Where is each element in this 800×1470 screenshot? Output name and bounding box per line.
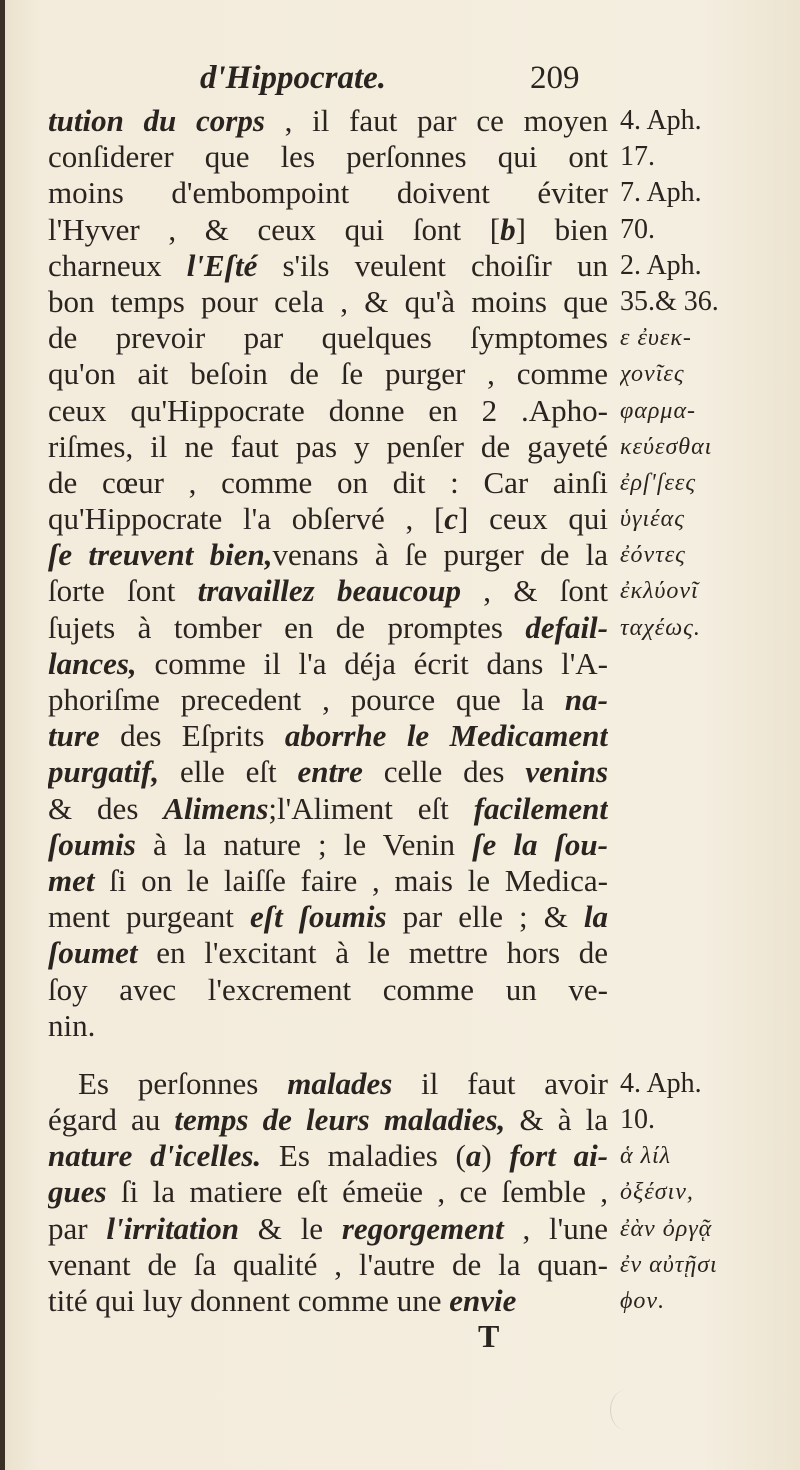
page-number: 209 — [530, 60, 580, 96]
page-header — [0, 60, 800, 100]
margin-reference: 10. — [620, 1104, 655, 1136]
margin-reference — [620, 935, 790, 971]
text-segment: qu'Hippocrate l'a obſervé , [ — [48, 501, 445, 537]
text-segment: charneux — [48, 247, 187, 283]
text-segment: ] bien — [515, 211, 608, 247]
italic-text-segment: a — [465, 1138, 482, 1174]
text-segment: ſoy avec l'excrement comme un ve- — [48, 971, 608, 1007]
text-line — [48, 1008, 608, 1044]
text-segment: , & ſont — [461, 573, 608, 609]
text-line — [48, 610, 608, 646]
italic-text-segment: facilement — [473, 790, 608, 826]
paper-stain — [610, 1390, 641, 1430]
text-segment: l'Hyver , & ceux qui ſont [ — [48, 211, 501, 247]
text-line — [48, 791, 608, 827]
italic-text-segment: c — [444, 501, 459, 537]
text-segment: par elle ; & — [386, 899, 584, 935]
text-segment: des Eſprits — [99, 718, 285, 754]
paragraph-gap — [48, 1044, 608, 1066]
margin-greek-line: φαρμα- — [620, 397, 697, 424]
margin-greek-line: ἐκλύονῖ — [620, 578, 699, 605]
margin-reference: 7. Aph. — [620, 177, 702, 209]
margin-reference: 2. Aph. — [620, 249, 702, 281]
text-line — [48, 718, 608, 754]
italic-text-segment: entre — [297, 754, 363, 790]
text-segment: ſorte ſont — [48, 573, 198, 609]
text-line — [48, 175, 608, 211]
margin-greek-line: χονῖες — [620, 361, 685, 388]
italic-text-segment: ſe treuvent bien, — [48, 537, 273, 573]
text-segment: ment purgeant — [48, 899, 250, 935]
main-text-column — [48, 103, 608, 1319]
text-line — [48, 1283, 608, 1319]
text-line — [48, 646, 608, 682]
italic-text-segment: lances, — [48, 645, 137, 681]
text-line — [48, 320, 608, 356]
margin-reference — [620, 646, 790, 682]
italic-text-segment: nature d'icelles. — [48, 1138, 262, 1174]
text-line — [48, 356, 608, 392]
italic-text-segment: venins — [525, 754, 608, 790]
text-segment: ſi la matiere eſt émeüe , ce ſemble , — [106, 1174, 608, 1210]
text-line — [48, 465, 608, 501]
margin-notes-column — [620, 103, 790, 1319]
text-segment: ) — [481, 1138, 510, 1174]
italic-text-segment: ſoumet — [48, 935, 138, 971]
text-line — [48, 682, 608, 718]
text-segment: moins d'embompoint doivent éviter — [48, 175, 608, 211]
text-segment: ſujets à tomber en de promptes — [48, 609, 526, 645]
margin-gap — [620, 1044, 790, 1066]
margin-reference: 17. — [620, 141, 655, 173]
text-line — [48, 863, 608, 899]
text-line — [48, 1138, 608, 1174]
italic-text-segment: defail- — [525, 609, 608, 645]
text-line — [48, 972, 608, 1008]
text-segment: nin. — [48, 1007, 96, 1043]
text-segment: conſiderer que les perſonnes qui ont — [48, 139, 608, 175]
margin-greek-line: ὑγιέας — [620, 506, 685, 533]
text-segment: s'ils veulent choiſir un — [257, 247, 608, 283]
text-segment: elle eſt — [159, 754, 298, 790]
italic-text-segment: eſt ſoumis — [249, 899, 387, 935]
margin-reference — [620, 972, 790, 1008]
margin-reference: 35.& 36. — [620, 285, 719, 317]
text-line — [48, 1247, 608, 1283]
italic-text-segment: l'Eſté — [186, 247, 258, 283]
text-segment: tité qui luy donnent comme une — [48, 1283, 450, 1318]
text-segment: de cœur , comme on dit : Car ainſi — [48, 464, 608, 500]
text-line — [48, 284, 608, 320]
text-line — [48, 1102, 608, 1138]
margin-greek-line: ἐὰν ὀργᾷ — [620, 1215, 713, 1242]
margin-reference — [620, 682, 790, 718]
signature-mark: T — [478, 1318, 500, 1354]
text-segment: & le — [239, 1210, 342, 1246]
text-segment: bon temps pour cela , & qu'à moins que — [48, 283, 608, 319]
text-line — [48, 103, 608, 139]
text-line — [48, 935, 608, 971]
text-segment: Es maladies ( — [261, 1138, 466, 1174]
margin-greek-line: ϕον. — [620, 1288, 666, 1314]
italic-text-segment: Alimens — [163, 790, 269, 826]
italic-text-segment: l'irritation — [106, 1210, 240, 1246]
margin-reference — [620, 827, 790, 863]
text-line — [48, 573, 608, 609]
text-line — [48, 754, 608, 790]
margin-reference — [620, 791, 790, 827]
text-line — [48, 899, 608, 935]
margin-reference — [620, 863, 790, 899]
text-segment: à la nature ; le Venin — [135, 826, 473, 862]
margin-reference — [620, 718, 790, 754]
margin-reference: 4. Aph. — [620, 1067, 702, 1099]
italic-text-segment: regorgement — [341, 1210, 504, 1246]
margin-greek-line: κεύεσθαι — [620, 433, 713, 460]
margin-greek-line: ὀξέσιν, — [620, 1179, 694, 1206]
book-spine-edge — [0, 0, 5, 1470]
text-segment: en l'excitant à le mettre hors de — [137, 935, 608, 971]
italic-text-segment: temps de leurs maladies, — [174, 1102, 506, 1138]
text-segment: Es perſonnes — [78, 1065, 288, 1101]
italic-text-segment: gues — [48, 1174, 107, 1210]
italic-text-segment: la — [583, 899, 608, 935]
margin-greek-line: ταχέως. — [620, 614, 701, 641]
text-segment: & des — [48, 790, 164, 826]
italic-text-segment: met — [48, 862, 95, 898]
text-line — [48, 212, 608, 248]
text-line — [48, 1066, 608, 1102]
italic-text-segment: envie — [449, 1283, 517, 1318]
text-segment: par — [48, 1210, 107, 1246]
text-segment: , l'une — [503, 1210, 608, 1246]
text-segment: comme il l'a déja écrit dans l'A- — [136, 645, 608, 681]
text-segment: ] ceux qui — [458, 501, 608, 537]
text-line — [48, 429, 608, 465]
text-line — [48, 537, 608, 573]
text-line — [48, 1211, 608, 1247]
italic-text-segment: fort ai- — [509, 1138, 608, 1174]
text-line — [48, 501, 608, 537]
margin-greek-line: ε ἐυεκ- — [620, 325, 692, 352]
text-segment: & à la — [505, 1102, 608, 1138]
italic-text-segment: travaillez beaucoup — [197, 573, 462, 609]
text-segment: ceux qu'Hippocrate donne en 2 .Apho- — [48, 392, 608, 428]
italic-text-segment: ture — [48, 718, 100, 754]
margin-reference — [620, 1008, 790, 1044]
italic-text-segment: aborrhe le Medicament — [284, 718, 608, 754]
margin-greek-line: ἐόντες — [620, 542, 686, 569]
margin-reference: 70. — [620, 213, 655, 245]
text-segment: égard au — [48, 1102, 175, 1138]
text-segment: celle des — [362, 754, 526, 790]
text-segment: venans à ſe purger de la — [272, 537, 608, 573]
text-line — [48, 393, 608, 429]
text-segment: riſmes, il ne faut pas y penſer de gayeté — [48, 428, 608, 464]
italic-text-segment: na- — [564, 682, 608, 717]
margin-greek-line: ἐν αὐτῇσι — [620, 1251, 718, 1278]
italic-text-segment: tution du corps — [48, 103, 265, 138]
text-segment: venant de ſa qualité , l'autre de la quan- — [48, 1246, 608, 1282]
italic-text-segment: b — [500, 211, 516, 247]
text-segment: il faut avoir — [392, 1065, 608, 1101]
text-segment: qu'on ait beſoin de ſe purger , comme — [48, 356, 608, 392]
margin-reference — [620, 899, 790, 935]
text-segment: de prevoir par quelques ſymptomes — [48, 320, 608, 356]
margin-reference: 4. Aph. — [620, 105, 702, 136]
italic-text-segment: malades — [287, 1065, 393, 1101]
text-segment: , il faut par ce moyen — [264, 103, 608, 138]
margin-greek-line: ἁ λίλ — [620, 1143, 672, 1170]
text-segment: ;l'Aliment eſt — [268, 790, 474, 826]
italic-text-segment: purgatif, — [48, 754, 160, 790]
italic-text-segment: ſe la ſou- — [472, 826, 608, 862]
text-segment: phoriſme precedent , pource que la — [48, 682, 565, 717]
running-title: d'Hippocrate. — [200, 60, 387, 96]
margin-reference — [620, 754, 790, 790]
text-line — [48, 248, 608, 284]
italic-text-segment: ſoumis — [48, 826, 136, 862]
text-line — [48, 1174, 608, 1210]
text-line — [48, 827, 608, 863]
text-line — [48, 139, 608, 175]
margin-greek-line: ἐρſ'ſεες — [620, 469, 697, 496]
text-segment: ſi on le laiſſe faire , mais le Medica- — [94, 862, 608, 898]
